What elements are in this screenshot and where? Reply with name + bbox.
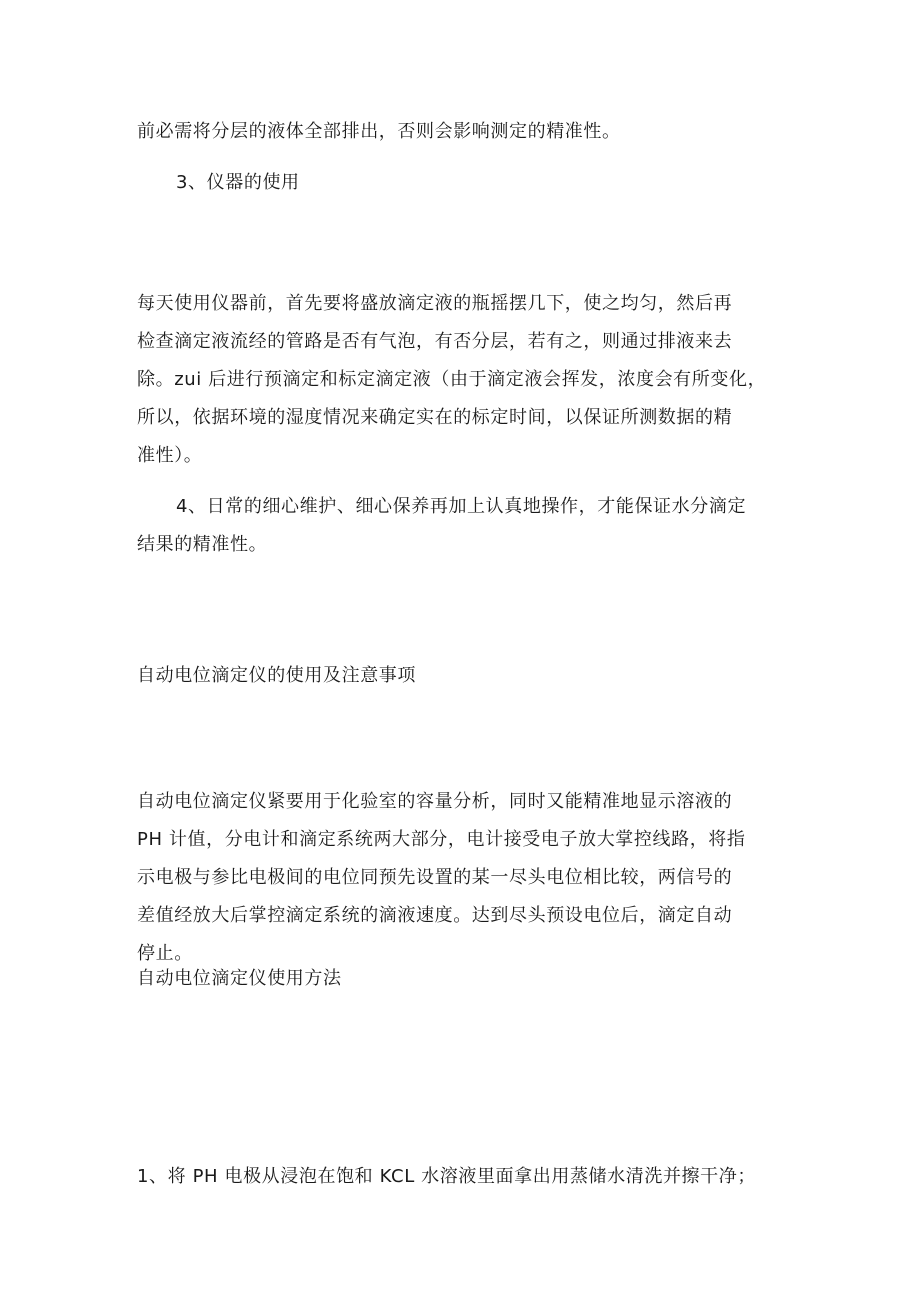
paragraph-line: 示电极与参比电极间的电位同预先设置的某一尽头电位相比较，两信号的 xyxy=(137,867,733,888)
paragraph-line: 准性）。 xyxy=(137,445,203,466)
subsection-heading: 自动电位滴定仪使用方法 xyxy=(137,968,342,989)
paragraph-line: 检查滴定液流经的管路是否有气泡，有否分层，若有之，则通过排液来去 xyxy=(137,331,733,352)
paragraph-line: 停止。 xyxy=(137,943,193,964)
document-title: 自动电位滴定仪的使用及注意事项 xyxy=(137,665,416,686)
paragraph-line: 前必需将分层的液体全部排出，否则会影响测定的精准性。 xyxy=(137,121,621,142)
paragraph-line: 4、日常的细心维护、细心保养再加上认真地操作，才能保证水分滴定 xyxy=(176,496,747,517)
paragraph-line: 差值经放大后掌控滴定系统的滴液速度。达到尽头预设电位后，滴定自动 xyxy=(137,905,733,926)
paragraph-line: 结果的精准性。 xyxy=(137,534,268,555)
section-heading: 3、仪器的使用 xyxy=(176,172,300,193)
list-item: 1、将 PH 电极从浸泡在饱和 KCL 水溶液里面拿出用蒸储水清洗并擦干净； xyxy=(137,1166,756,1187)
paragraph-line: 所以，依据环境的湿度情况来确定实在的标定时间，以保证所测数据的精 xyxy=(137,407,733,428)
paragraph-line: 除。zui 后进行预滴定和标定滴定液（由于滴定液会挥发，浓度会有所变化， xyxy=(137,369,767,390)
paragraph-line: PH 计值，分电计和滴定系统两大部分，电计接受电子放大掌控线路，将指 xyxy=(137,829,746,850)
paragraph-line: 每天使用仪器前，首先要将盛放滴定液的瓶摇摆几下，使之均匀，然后再 xyxy=(137,293,733,314)
paragraph-line: 自动电位滴定仪紧要用于化验室的容量分析，同时又能精准地显示溶液的 xyxy=(137,791,733,812)
